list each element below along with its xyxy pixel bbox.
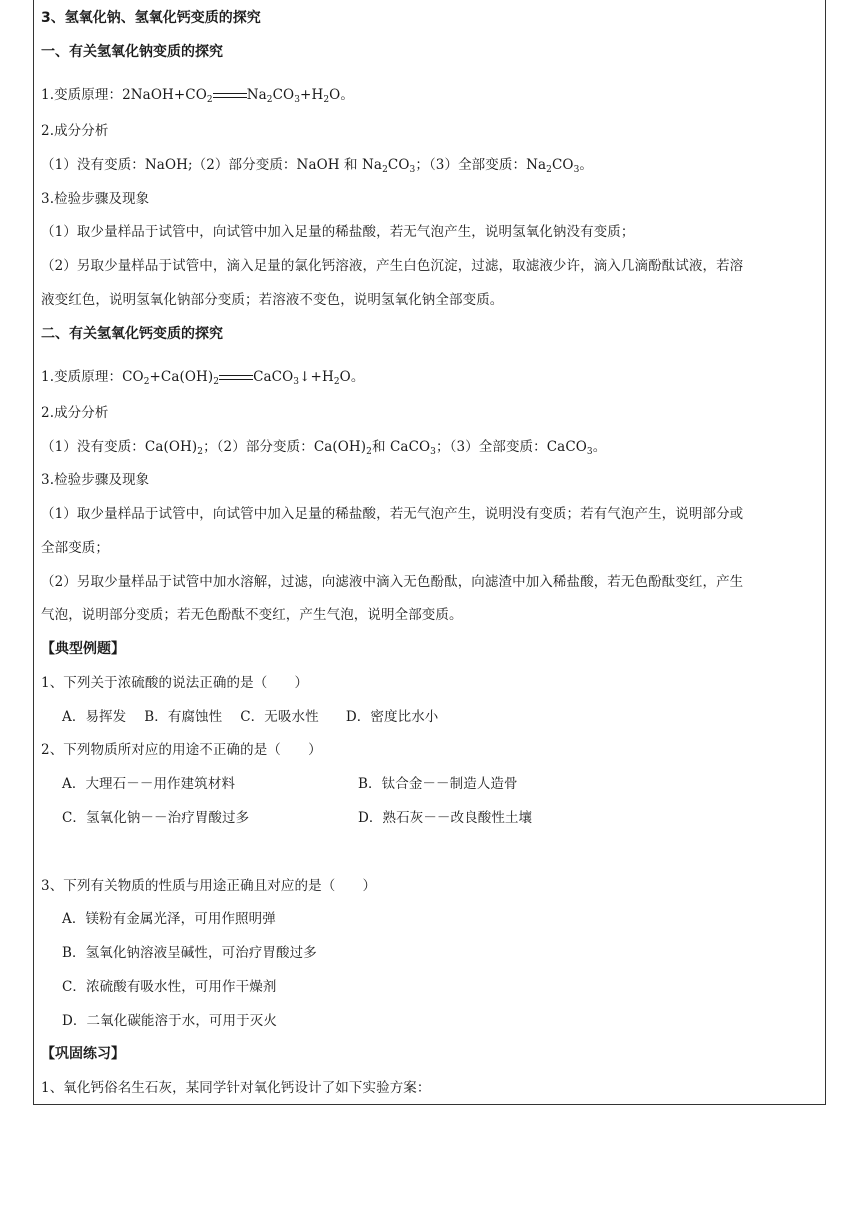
caoh-step-2-line-1: （2）另取少量样品于试管中加水溶解，过滤，向滤液中滴入无色酚酞，向滤渣中加入稀盐酸，若无色酚酞变红，产生: [41, 574, 744, 590]
caoh-steps-title: 3.检验步骤及现象: [41, 472, 150, 488]
naoh-step-2-line-2: 液变红色，说明氢氧化钠部分变质；若溶液不变色，说明氢氧化钠全部变质。: [41, 292, 504, 308]
example-question-3-option-d: D．二氧化碳能溶于水，可用于灭火: [62, 1013, 277, 1029]
naoh-heading: 一、有关氢氧化钠变质的探究: [41, 44, 223, 60]
naoh-principle: 1.变质原理：$2NaOH+CO_2$ $Na_2CO_3+H_2O$。: [41, 87, 354, 105]
example-question-3-option-b: B．氢氧化钠溶液呈碱性，可治疗胃酸过多: [62, 945, 317, 961]
caoh-analysis: （1）没有变质：$Ca(OH)_2$；（2）部分变质：$Ca(OH)_2$和 CaCO$_3$；（3）全部变质：CaCO$_3$。: [41, 439, 607, 457]
example-question-3-option-a: A．镁粉有金属光泽，可用作照明弹: [62, 911, 276, 927]
practice-question-1: 1、氧化钙俗名生石灰，某同学针对氧化钙设计了如下实验方案：: [41, 1080, 431, 1096]
caoh-analysis-title: 2.成分分析: [41, 405, 109, 421]
example-question-2: 2、下列物质所对应的用途不正确的是（ ）: [41, 742, 322, 758]
example-question-3-option-c: C．浓硫酸有吸水性，可用作干燥剂: [62, 979, 277, 995]
naoh-steps-title: 3.检验步骤及现象: [41, 191, 150, 207]
example-question-1: 1、下列关于浓硫酸的说法正确的是（ ）: [41, 675, 309, 691]
caoh-principle: 1.变质原理：$CO_2+Ca(OH)_2$ $CaCO_3↓+H_2O$。: [41, 369, 365, 387]
naoh-analysis-title: 2.成分分析: [41, 123, 109, 139]
caoh-step-2-line-2: 气泡，说明部分变质；若无色酚酞不变红，产生气泡，说明全部变质。: [41, 607, 463, 623]
example-question-3: 3、下列有关物质的性质与用途正确且对应的是（ ）: [41, 878, 377, 894]
examples-title: 【典型例题】: [41, 641, 125, 657]
example-question-1-options: A．易挥发 B．有腐蚀性 C．无吸水性 D．密度比水小: [62, 709, 439, 725]
example-question-2-option-a: A．大理石－－用作建筑材料: [62, 776, 236, 792]
equals-sign-icon: [219, 373, 253, 383]
caoh-heading: 二、有关氢氧化钙变质的探究: [41, 326, 223, 342]
example-question-2-option-b: B．钛合金－－制造人造骨: [358, 776, 518, 792]
caoh-step-1-line-2: 全部变质；: [41, 540, 109, 556]
practice-title: 【巩固练习】: [41, 1046, 125, 1062]
naoh-step-2-line-1: （2）另取少量样品于试管中，滴入足量的氯化钙溶液，产生白色沉淀，过滤，取滤液少许，滴入几滴酚酞试液，若溶: [41, 258, 744, 274]
example-question-2-option-d: D．熟石灰－－改良酸性土壤: [358, 810, 533, 826]
naoh-analysis: （1）没有变质：NaOH;（2）部分变质：NaOH 和 $Na_2CO_3$；（3）全部变质：$Na_2CO_3$。: [41, 157, 594, 175]
naoh-step-1: （1）取少量样品于试管中，向试管中加入足量的稀盐酸，若无气泡产生，说明氢氧化钠没有变质；: [41, 224, 635, 240]
equals-sign-icon: [213, 91, 247, 101]
section-heading: 3、氢氧化钠、氢氧化钙变质的探究: [41, 10, 261, 26]
caoh-step-1-line-1: （1）取少量样品于试管中，向试管中加入足量的稀盐酸，若无气泡产生，说明没有变质；若有气泡产生，说明部分或: [41, 506, 744, 522]
example-question-2-option-c: C．氢氧化钠－－治疗胃酸过多: [62, 810, 250, 826]
